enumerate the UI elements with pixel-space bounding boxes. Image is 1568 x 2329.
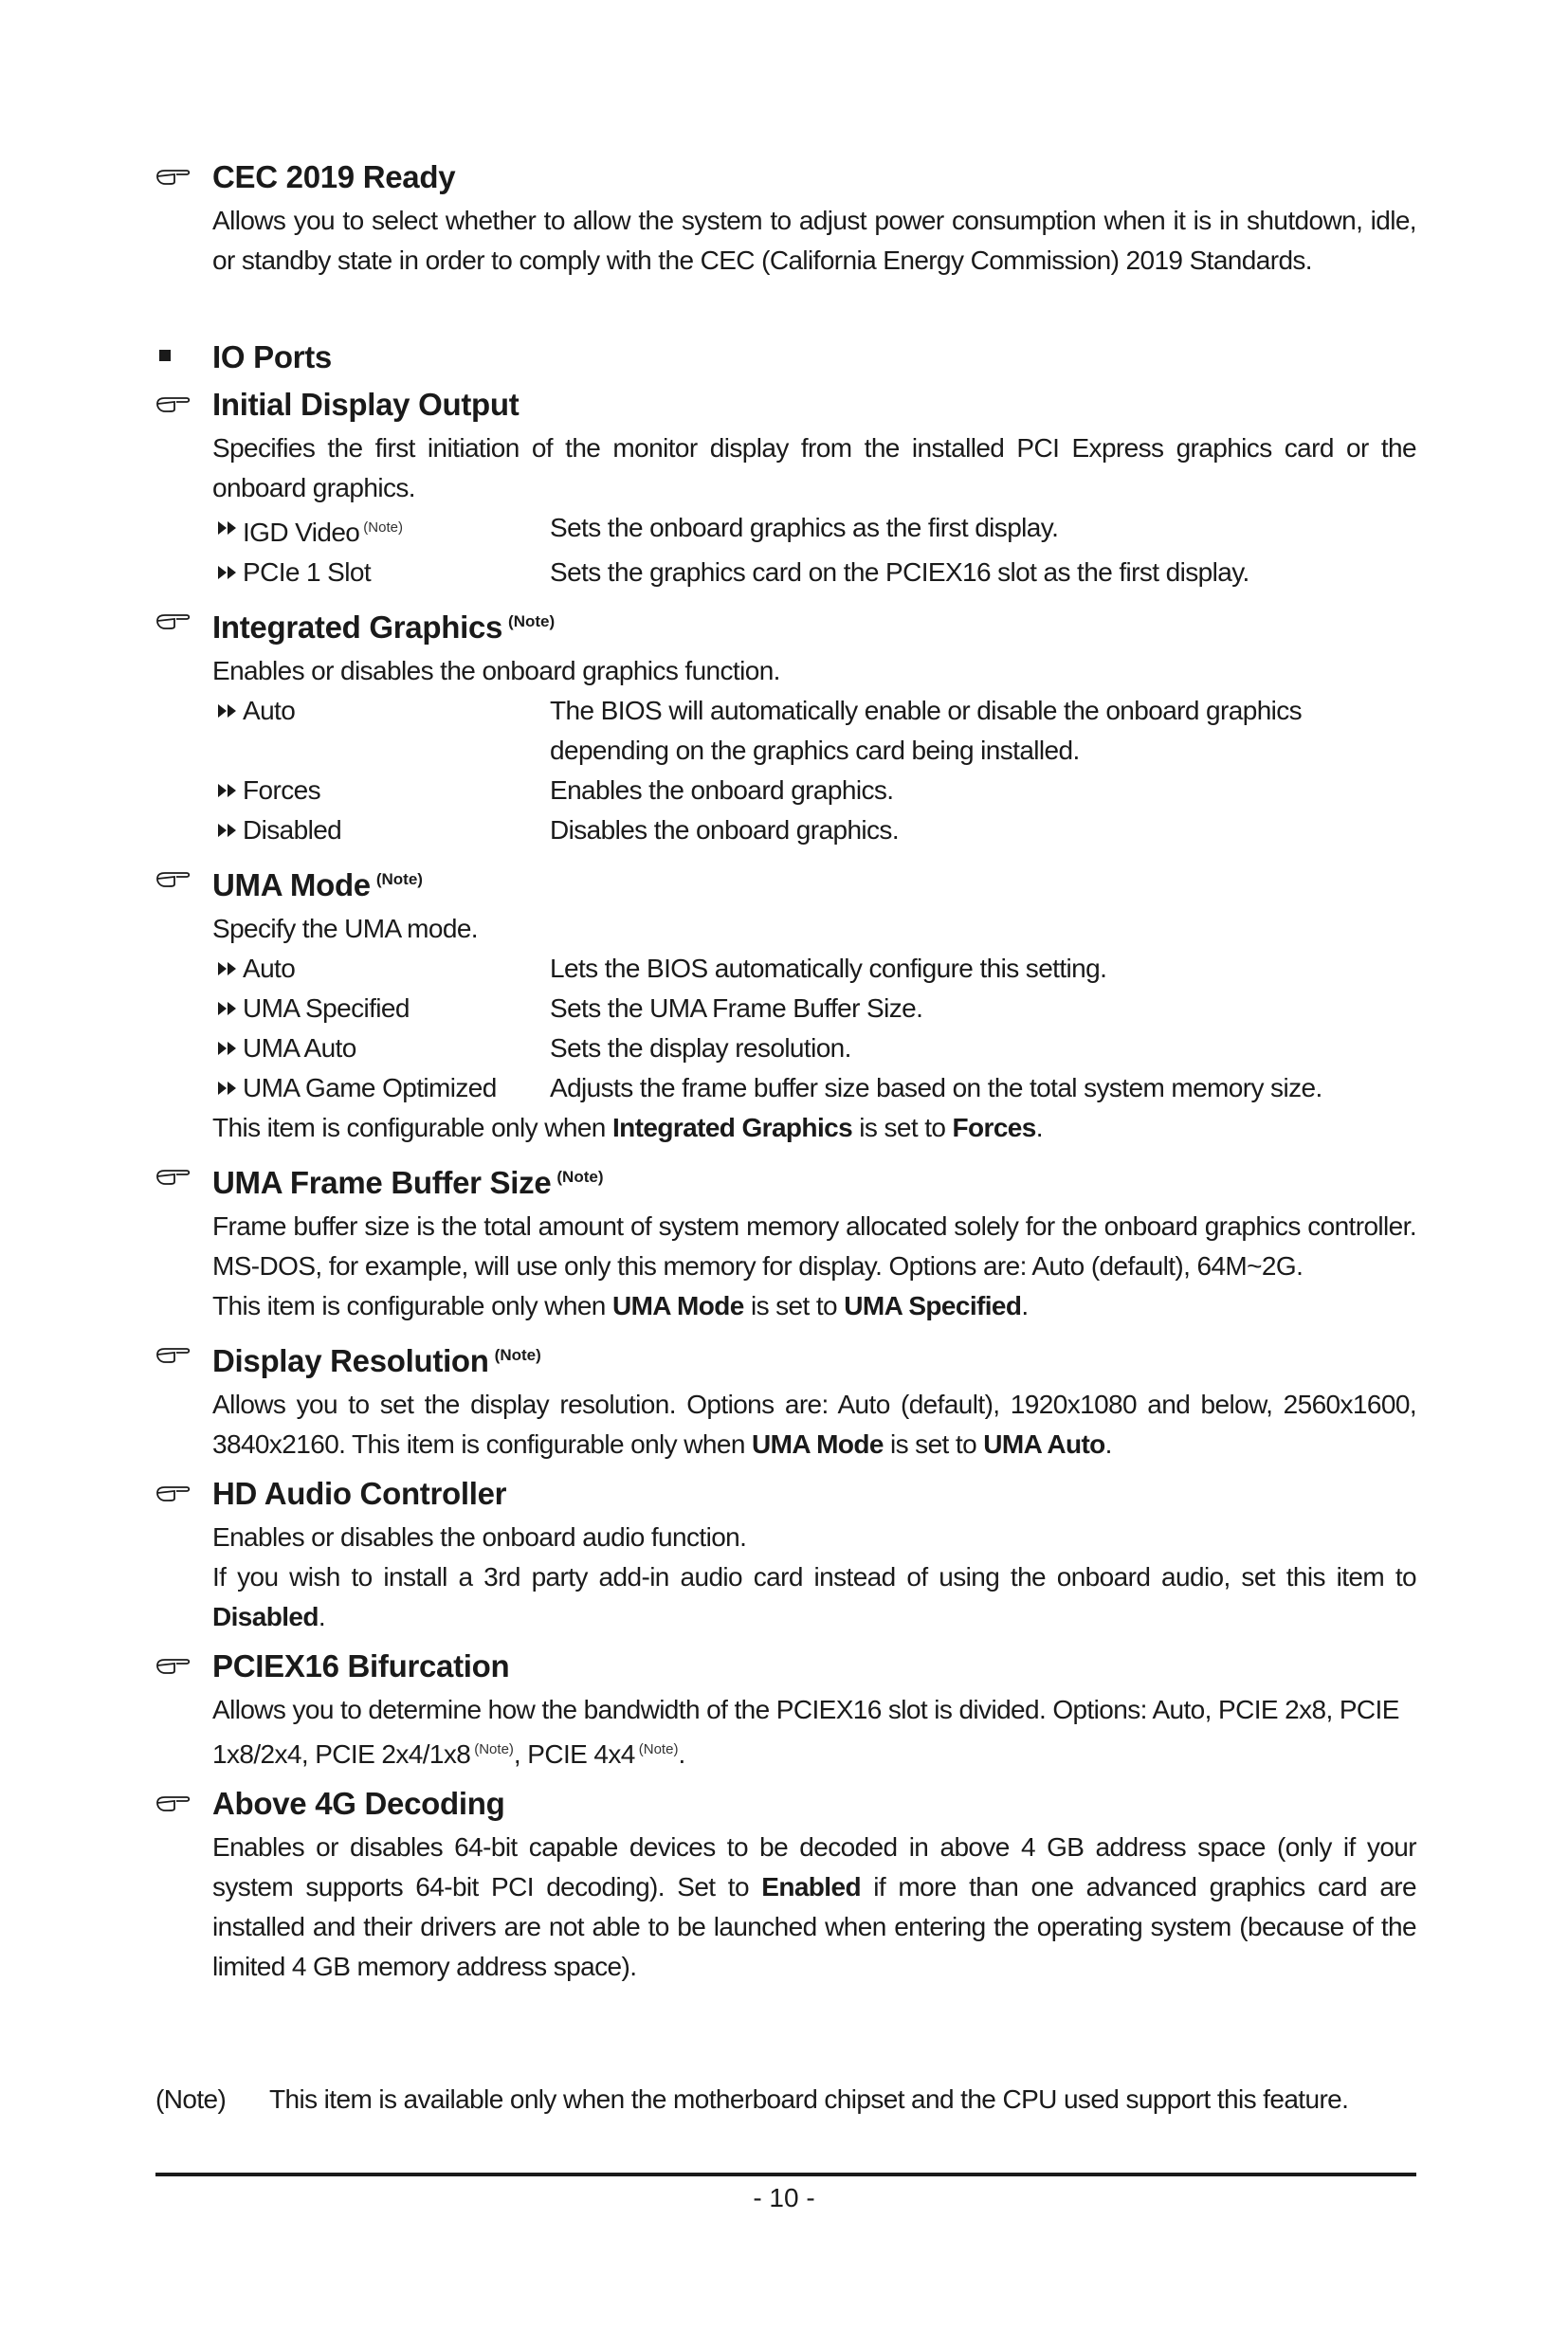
option-description: Enables the onboard graphics. (550, 775, 894, 805)
text-run: , PCIE 4x4 (513, 1739, 635, 1769)
item-heading-pciex16-bifurcation (212, 1643, 1416, 1690)
item-description: Enables or disables the onboard audio function. (212, 1522, 747, 1552)
option-row (212, 810, 1416, 850)
item-description: Specify the UMA mode. (212, 914, 478, 943)
option-name: Auto (243, 696, 296, 725)
item-description: Specifies the first initiation of the monitor display from the installed PCI Express graphics card or the onboard graphics. (212, 433, 1416, 502)
setting-value: UMA Specified (844, 1291, 1022, 1320)
double-arrow-icon (216, 1081, 239, 1096)
option-row (212, 553, 1416, 592)
option-name: Auto (243, 954, 296, 983)
text-run: if more than one advanced graphics card are installed and their drivers are not able to be launched when entering the operating system (because of the limited 4 GB memory address space). (212, 1872, 1416, 1981)
footnote (155, 2080, 1416, 2120)
item-heading-uma-mode (212, 856, 1416, 909)
setting-value: UMA Auto (983, 1429, 1105, 1459)
option-row (212, 691, 1416, 771)
page-content (212, 154, 1416, 1987)
text-run: . (1021, 1291, 1029, 1320)
option-description-line: depending on the graphics card being installed. (550, 736, 1080, 765)
text-run: If you wish to install a 3rd party add-in audio card instead of using the onboard audio, set this item to (212, 1562, 1416, 1592)
heading-text: IO Ports (212, 339, 332, 374)
option-description (550, 691, 1416, 771)
text-run: This item is configurable only when (212, 1113, 612, 1142)
note-marker: (Note) (375, 870, 423, 888)
option-description: Sets the graphics card on the PCIEX16 slot as the first display. (550, 557, 1249, 587)
double-arrow-icon (216, 520, 239, 536)
option-row (212, 1068, 1416, 1108)
pointing-hand-icon (155, 1656, 191, 1675)
double-arrow-icon (216, 565, 239, 580)
setting-name: UMA Mode (611, 1291, 744, 1320)
option-name: IGD Video (243, 518, 360, 547)
item-heading-cec-2019-ready (212, 154, 1416, 201)
item-heading-uma-frame-buffer-size (212, 1154, 1416, 1207)
option-description: Sets the UMA Frame Buffer Size. (550, 993, 923, 1023)
option-description: Sets the display resolution. (550, 1033, 851, 1063)
setting-value: Disabled (212, 1602, 319, 1631)
option-description: Lets the BIOS automatically configure this setting. (550, 954, 1107, 983)
text-run: Allows you to set the display resolution. Options are: Auto (default), 1920x1080 and below, 2560x1600, 3840x2160. This item is configurable only when (212, 1390, 1416, 1459)
item-description: Frame buffer size is the total amount of system memory allocated solely for the onboard graphics controller. MS-DOS, for example, will use only this memory for display. Options are: Auto (default), 64M~2G. (212, 1211, 1416, 1281)
heading-text: Above 4G Decoding (212, 1786, 505, 1821)
item-description: Enables or disables the onboard graphics function. (212, 656, 780, 685)
heading-text: HD Audio Controller (212, 1476, 507, 1511)
double-arrow-icon (216, 1041, 239, 1056)
configurable-note (212, 1286, 1416, 1326)
option-name: UMA Auto (243, 1033, 356, 1063)
item-description: Allows you to select whether to allow the system to adjust power consumption when it is in shutdown, idle, or standby state in order to comply with the CEC (California Energy Commission) 2019 Standards. (212, 206, 1416, 275)
heading-text: UMA Mode (212, 867, 371, 902)
heading-text: PCIEX16 Bifurcation (212, 1648, 510, 1683)
setting-value: Enabled (761, 1872, 861, 1901)
item-description (212, 1828, 1416, 1987)
option-description: Adjusts the frame buffer size based on the total system memory size. (550, 1073, 1322, 1102)
heading-text: Display Resolution (212, 1343, 489, 1378)
double-arrow-icon (216, 823, 239, 838)
text-run: . (1104, 1429, 1112, 1459)
item-heading-integrated-graphics (212, 598, 1416, 651)
double-arrow-icon (216, 783, 239, 798)
item-heading-above-4g-decoding (212, 1780, 1416, 1828)
text-run: is set to (743, 1291, 845, 1320)
text-run: . (318, 1602, 326, 1631)
setting-name: Integrated Graphics (611, 1113, 853, 1142)
note-marker: (Note) (494, 1346, 541, 1364)
configurable-note (212, 1108, 1416, 1148)
heading-text: UMA Frame Buffer Size (212, 1165, 552, 1200)
note-marker: (Note) (363, 519, 403, 536)
text-run: Enables or disables 64-bit capable devices to be decoded in above 4 GB address space (only if your system supports 64-bit PCI decoding). Set to (212, 1832, 1416, 1901)
double-arrow-icon (216, 703, 239, 719)
footnote-text: This item is available only when the motherboard chipset and the CPU used support this feature. (269, 2084, 1349, 2114)
double-arrow-icon (216, 961, 239, 976)
section-heading-io-ports (212, 334, 1416, 381)
item-description (212, 1385, 1416, 1465)
pointing-hand-icon (155, 167, 191, 186)
pointing-hand-icon (155, 1793, 191, 1812)
note-marker: (Note) (508, 612, 556, 630)
option-description: Sets the onboard graphics as the first display. (550, 513, 1059, 542)
option-row (212, 949, 1416, 989)
option-row (212, 989, 1416, 1028)
option-name: Disabled (243, 815, 342, 845)
option-description-line: The BIOS will automatically enable or disable the onboard graphics (550, 696, 1303, 725)
note-marker: (Note) (474, 1741, 514, 1757)
text-run: . (678, 1739, 685, 1769)
pointing-hand-icon (155, 1167, 191, 1186)
option-name: UMA Specified (243, 993, 410, 1023)
item-description (212, 1557, 1416, 1637)
item-description (212, 1690, 1416, 1774)
option-row (212, 508, 1416, 553)
item-heading-display-resolution (212, 1332, 1416, 1385)
square-bullet-icon (159, 350, 171, 361)
heading-text: CEC 2019 Ready (212, 159, 456, 194)
text-run: . (1035, 1113, 1043, 1142)
setting-value: Forces (952, 1113, 1036, 1142)
text-run: is set to (883, 1429, 984, 1459)
option-name: Forces (243, 775, 320, 805)
setting-name: UMA Mode (751, 1429, 884, 1459)
pointing-hand-icon (155, 394, 191, 413)
option-row (212, 771, 1416, 810)
option-name: UMA Game Optimized (243, 1073, 497, 1102)
text-run: Allows you to determine how the bandwidth of the PCIEX16 slot is divided. Options: Auto, PCIE 2x8, PCIE 1x8/2x4, PCIE 2x4/1x8 (212, 1695, 1399, 1769)
item-heading-hd-audio-controller (212, 1470, 1416, 1518)
note-marker: (Note) (556, 1168, 604, 1186)
text-run: is set to (852, 1113, 953, 1142)
option-description: Disables the onboard graphics. (550, 815, 900, 845)
heading-text: Initial Display Output (212, 387, 520, 422)
option-row (212, 1028, 1416, 1068)
footnote-tag: (Note) (155, 2084, 227, 2114)
double-arrow-icon (216, 1001, 239, 1016)
pointing-hand-icon (155, 1483, 191, 1502)
note-marker: (Note) (638, 1741, 679, 1757)
pointing-hand-icon (155, 611, 191, 630)
pointing-hand-icon (155, 869, 191, 888)
option-name: PCIe 1 Slot (243, 557, 372, 587)
item-heading-initial-display-output (212, 381, 1416, 428)
pointing-hand-icon (155, 1345, 191, 1364)
heading-text: Integrated Graphics (212, 610, 503, 645)
footer-rule (155, 2173, 1416, 2176)
page-number: - 10 - (753, 2183, 815, 2212)
text-run: This item is configurable only when (212, 1291, 612, 1320)
